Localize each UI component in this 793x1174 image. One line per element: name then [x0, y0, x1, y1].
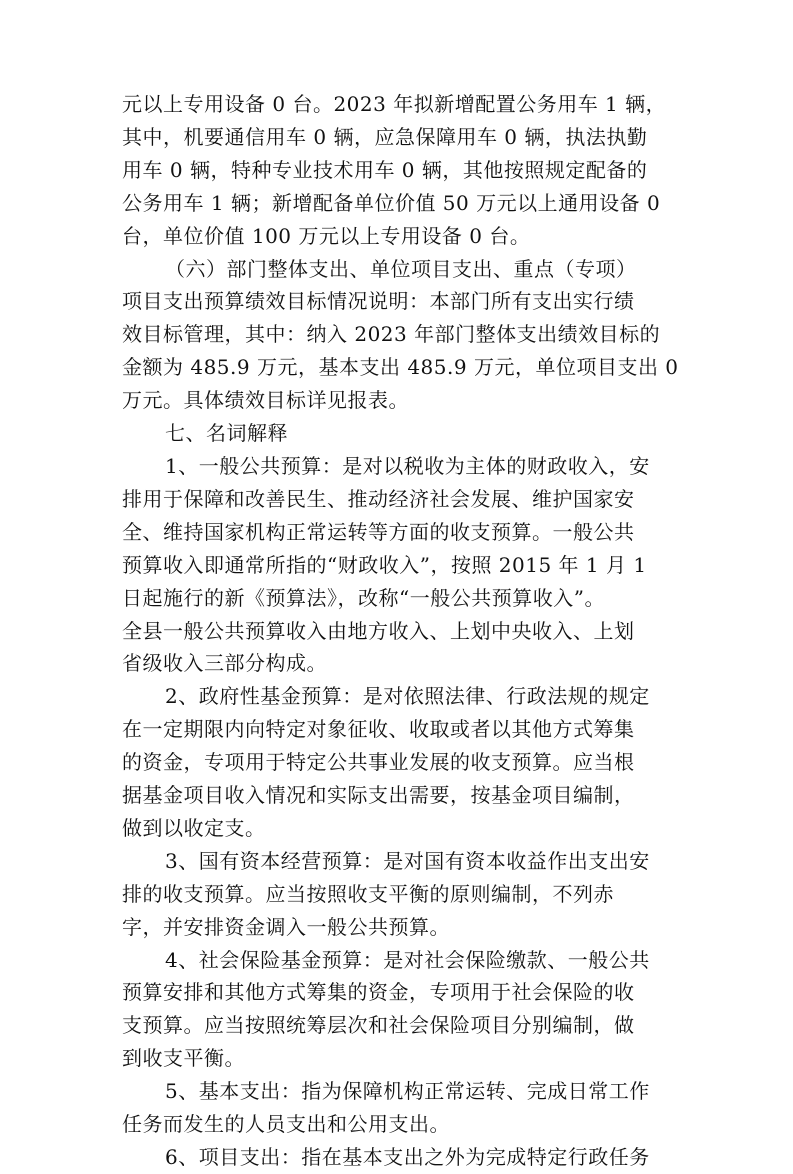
text-line: 排用于保障和改善民生、推动经济社会发展、维护国家安: [122, 486, 635, 511]
text-line: 预算安排和其他方式筹集的资金，专项用于社会保险的收: [122, 980, 635, 1005]
text-line: 做到以收定支。: [122, 815, 266, 840]
text-line: 2、政府性基金预算：是对依照法律、行政法规的规定: [165, 684, 650, 709]
text-line: 省级收入三部分构成。: [122, 651, 327, 676]
text-line: 公务用车 1 辆；新增配备单位价值 50 万元以上通用设备 0: [122, 190, 661, 215]
text-line: 支预算。应当按照统筹层次和社会保险项目分别编制，做: [122, 1013, 635, 1038]
paragraph-term-state-capital-budget: [122, 845, 682, 944]
paragraph-term-government-fund-budget: [122, 680, 682, 845]
text-line: 万元。具体绩效目标详见报表。: [122, 388, 409, 413]
text-line: 日起施行的新《预算法》，改称“一般公共预算收入”。: [122, 585, 605, 610]
paragraph-term-social-insurance-fund-budget: [122, 944, 682, 1076]
text-line: 3、国有资本经营预算：是对国有资本收益作出支出安: [165, 848, 650, 873]
paragraph-vehicles-equipment: [122, 88, 682, 253]
text-line: 排的收支预算。应当按照收支平衡的原则编制，不列赤: [122, 881, 614, 906]
text-line: 字，并安排资金调入一般公共预算。: [122, 914, 450, 939]
text-line: 6、项目支出：指在基本支出之外为完成特定行政任务: [165, 1145, 650, 1169]
paragraph-term-general-public-budget: [122, 450, 682, 680]
text-line: 其中，机要通信用车 0 辆，应急保障用车 0 辆，执法执勤: [122, 124, 648, 149]
text-line: 全县一般公共预算收入由地方收入、上划中央收入、上划: [122, 618, 635, 643]
text-line: 的资金，专项用于特定公共事业发展的收支预算。应当根: [122, 750, 635, 775]
text-line: 5、基本支出：指为保障机构正常运转、完成日常工作: [165, 1079, 650, 1104]
text-line: 预算收入即通常所指的“财政收入”，按照 2015 年 1 月 1: [122, 552, 647, 577]
paragraph-term-project-expenditure: [122, 1141, 682, 1174]
text-line: 到收支平衡。: [122, 1046, 245, 1071]
text-line: 据基金项目收入情况和实际支出需要，按基金项目编制，: [122, 783, 635, 808]
text-line: 用车 0 辆，特种专业技术用车 0 辆，其他按照规定配备的: [122, 157, 648, 182]
text-line: 全、维持国家机构正常运转等方面的收支预算。一般公共: [122, 519, 635, 544]
section-heading-terms: [122, 417, 682, 450]
text-line: 项目支出预算绩效目标情况说明：本部门所有支出实行绩: [122, 289, 635, 314]
text-line: 效目标管理，其中：纳入 2023 年部门整体支出绩效目标的: [122, 322, 661, 347]
text-line: 台，单位价值 100 万元以上专用设备 0 台。: [122, 223, 531, 248]
paragraph-term-basic-expenditure: [122, 1075, 682, 1141]
text-line: 4、社会保险基金预算：是对社会保险缴款、一般公共: [165, 947, 650, 972]
text-line: 1、一般公共预算：是对以税收为主体的财政收入，安: [165, 453, 650, 478]
text-line: 金额为 485.9 万元，基本支出 485.9 万元，单位项目支出 0: [122, 355, 679, 380]
section-heading: 七、名词解释: [165, 421, 288, 446]
text-line: 任务而发生的人员支出和公用支出。: [122, 1112, 450, 1137]
text-line: 在一定期限内向特定对象征收、收取或者以其他方式筹集: [122, 717, 635, 742]
text-line: 元以上专用设备 0 台。2023 年拟新增配置公务用车 1 辆，: [122, 92, 667, 116]
paragraph-performance-targets: [122, 253, 682, 418]
text-line: （六）部门整体支出、单位项目支出、重点（专项）: [165, 256, 637, 281]
document-body: [122, 88, 682, 1174]
